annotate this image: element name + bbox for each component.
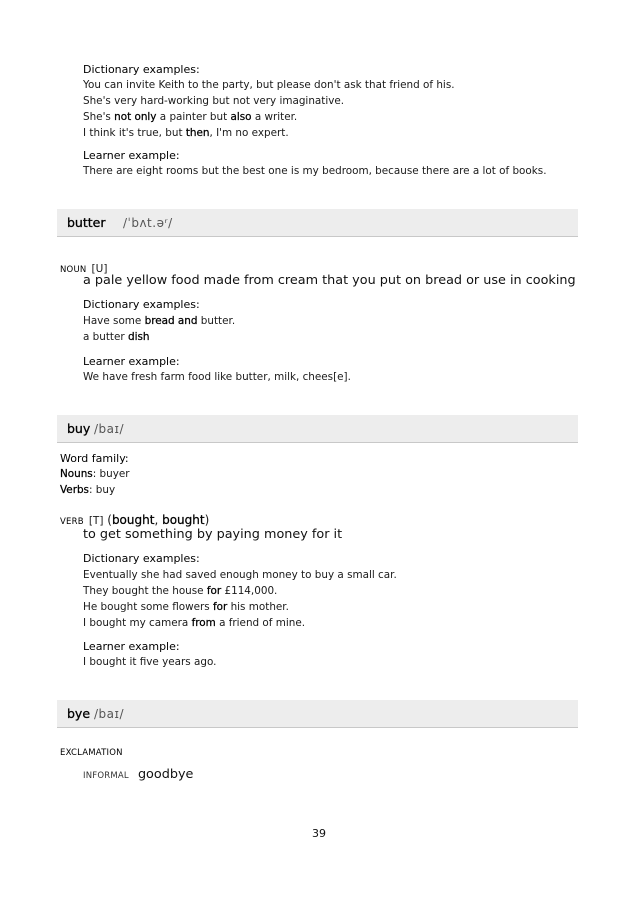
example-line: a butter dish [83,331,150,343]
dictionary-examples-label: Dictionary examples: [83,298,200,311]
page-number: 39 [312,827,326,840]
part-of-speech: EXCLAMATION [60,748,123,758]
entry-header-bye [57,700,578,728]
dictionary-examples-label: Dictionary examples: [83,552,200,565]
learner-example: We have fresh farm food like butter, milk, chees[e]. [83,371,351,383]
headword: bye [67,706,91,721]
example-line: Have some bread and butter. [83,315,236,327]
entry-header-butter [57,209,578,237]
dictionary-examples-list [83,313,235,345]
register-label: INFORMAL [83,771,129,781]
pronunciation: /baɪ/ [94,707,125,721]
example-line: I think it's true, but then, I'm no expert. [83,127,289,139]
example-line: Eventually she had saved enough money to buy a small car. [83,569,397,581]
definition: goodbye [137,767,194,782]
example-line: They bought the house for £114,000. [83,585,278,597]
part-of-speech: NOUN [U] [60,263,108,275]
dictionary-examples-label: Dictionary examples: [83,63,200,76]
entry-header-buy [57,415,578,443]
dictionary-examples-list [83,77,455,141]
dictionary-examples-list [83,567,397,631]
example-line: I bought my camera from a friend of mine. [83,617,306,629]
definition: to get something by paying money for it [83,527,343,542]
example-line: She's not only a painter but also a writer. [83,111,298,123]
example-line: She's very hard-working but not very imaginative. [83,95,345,107]
pronunciation: /ˈbʌt.əʳ/ [123,216,173,230]
word-family-verbs: Verbs: buy [60,484,116,496]
definition-line [83,763,193,782]
learner-example-label: Learner example: [83,149,180,162]
part-of-speech: VERB [T] (bought, bought) [60,513,210,527]
example-line: He bought some flowers for his mother. [83,601,289,613]
definition: a pale yellow food made from cream that you put on bread or use in cooking [83,273,576,288]
pronunciation: /baɪ/ [94,422,125,436]
learner-example: I bought it five years ago. [83,656,217,668]
headword: butter [67,215,106,230]
learner-example-label: Learner example: [83,640,180,653]
word-family-label: Word family: [60,452,129,465]
word-family-nouns: Nouns: buyer [60,468,130,480]
example-line: You can invite Keith to the party, but please don't ask that friend of his. [83,79,455,91]
headword: buy [67,421,91,436]
learner-example-label: Learner example: [83,355,180,368]
learner-example: There are eight rooms but the best one is my bedroom, because there are a lot of books. [83,165,547,177]
